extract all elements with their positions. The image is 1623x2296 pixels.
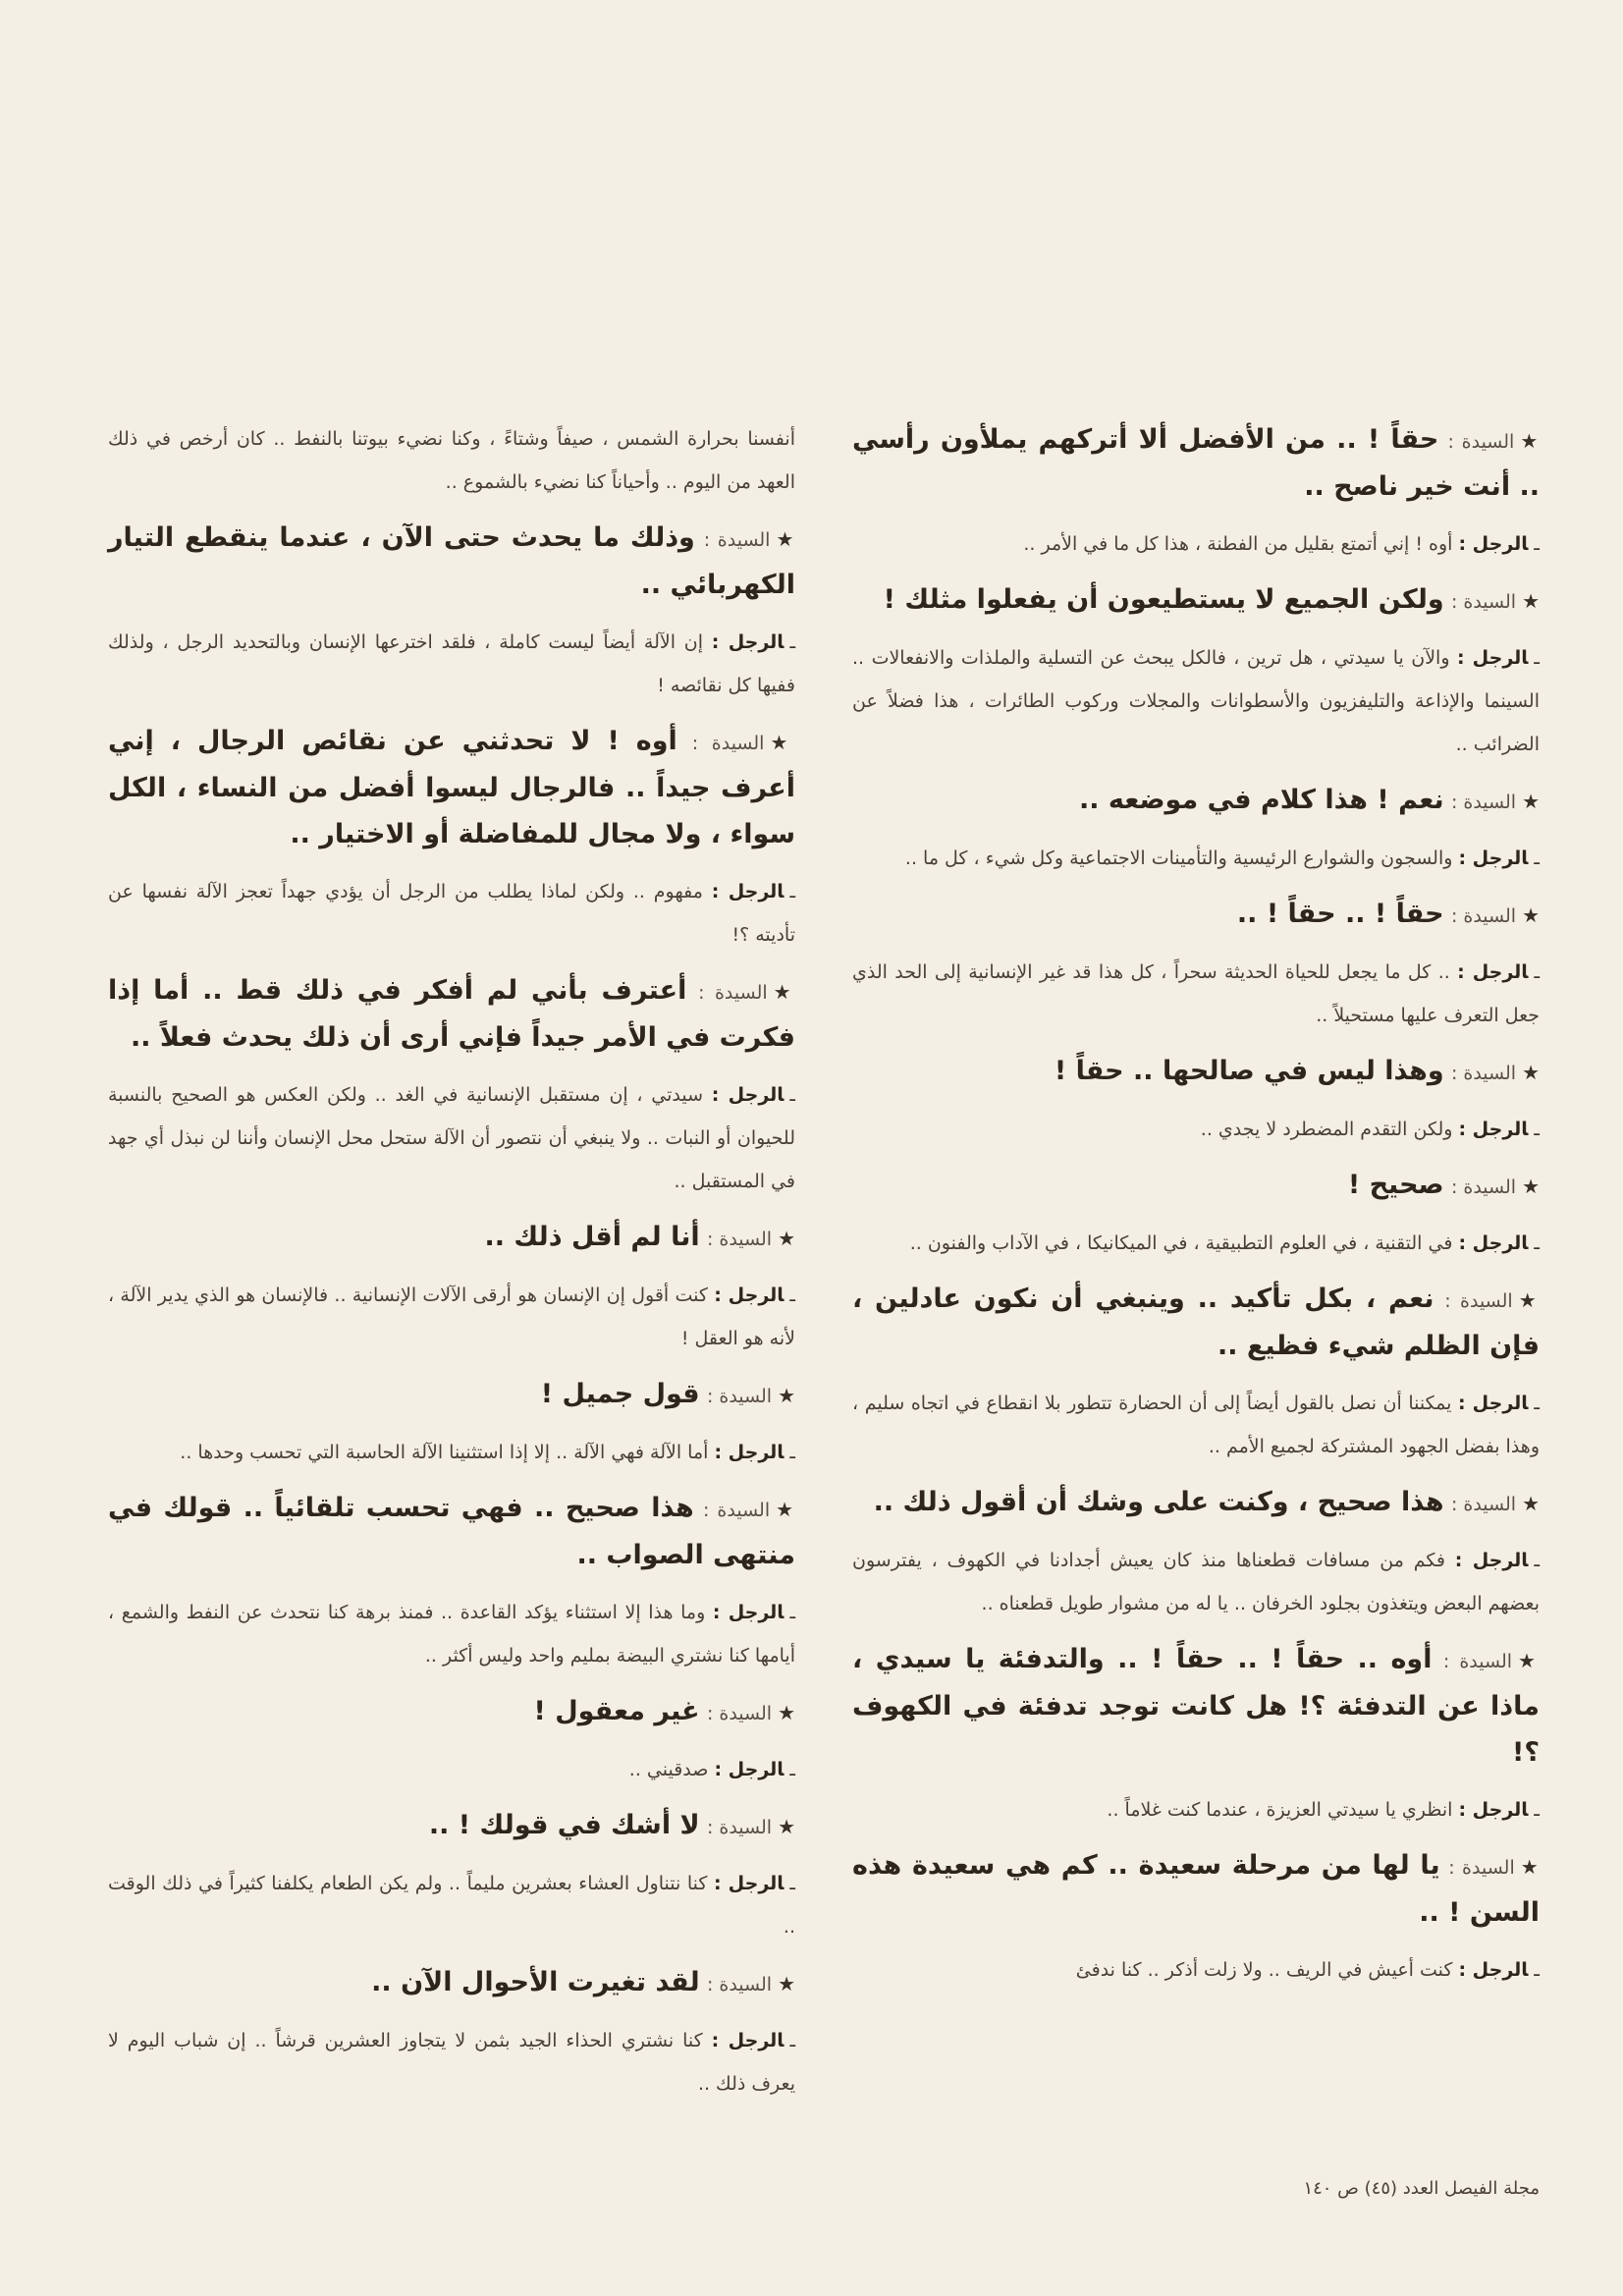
- dialogue-text: حقاً ! .. من الأفضل ألا أتركهم يملأون رأسي .. أنت خير ناصح ..: [852, 424, 1540, 502]
- dialogue-line: [108, 1803, 795, 1850]
- speaker-sayyida: السيدة :: [706, 1229, 773, 1250]
- dash-mark: ـ: [789, 1602, 796, 1623]
- dash-mark: ـ: [789, 881, 796, 902]
- dialogue-text: أنا لم أقل ذلك ..: [484, 1222, 700, 1252]
- speaker-rajul: الرجل :: [1458, 1119, 1529, 1140]
- speaker-sayyida: السيدة :: [1442, 1651, 1513, 1672]
- left-column: [108, 417, 795, 2117]
- dialogue-text: إن الآلة أيضاً ليست كاملة ، فلقد اخترعها الإنسان وبالتحديد الرجل ، ولذلك ففيها كل نقائصه !: [108, 631, 795, 696]
- dash-mark: ـ: [1534, 1232, 1540, 1254]
- dash-mark: ـ: [789, 1285, 795, 1306]
- dash-mark: ـ: [789, 2030, 796, 2051]
- star-icon: ★: [778, 1384, 795, 1407]
- dialogue-line: [852, 1843, 1540, 1937]
- dash-mark: ـ: [1534, 1550, 1541, 1571]
- speaker-rajul: الرجل :: [1458, 847, 1529, 869]
- dash-mark: ـ: [789, 1873, 795, 1894]
- dialogue-line: [852, 1637, 1540, 1777]
- dialogue-line: [108, 1862, 795, 1948]
- dialogue-text: انظري يا سيدتي العزيزة ، عندما كنت غلاماً ..: [1107, 1799, 1453, 1821]
- dialogue-text: حقاً ! .. حقاً ! ..: [1236, 899, 1444, 929]
- dialogue-text: أنفسنا بحرارة الشمس ، صيفاً وشتاءً ، وكنا نضيء بيوتنا بالنفط .. كان أرخص في ذلك العهد من اليوم .. وأحياناً كنا نضيء بالشموع ..: [108, 428, 795, 493]
- dialogue-text: والآن يا سيدتي ، هل ترين ، فالكل يبحث عن التسلية والملذات والانفعالات .. السينما والإذاعة والتليفزيون والأسطوانات والمجلات وركوب الطائرات ، هذا فضلاً عن الضرائب ..: [852, 647, 1540, 755]
- dash-mark: ـ: [1534, 647, 1540, 669]
- star-icon: ★: [1522, 1175, 1540, 1198]
- dialogue-line: [108, 1486, 795, 1579]
- dialogue-line: [852, 1788, 1540, 1831]
- star-icon: ★: [778, 1972, 795, 1995]
- dialogue-text: صدقيني ..: [628, 1759, 709, 1780]
- dash-mark: ـ: [1534, 847, 1540, 869]
- speaker-rajul: الرجل :: [1457, 961, 1529, 983]
- dialogue-text: كنا نشتري الحذاء الجيد بثمن لا يتجاوز العشرين قرشاً .. إن شباب اليوم لا يعرف ذلك ..: [108, 2030, 795, 2095]
- dialogue-line: [852, 1277, 1540, 1370]
- dialogue-line: [852, 1049, 1540, 1096]
- dialogue-line: [108, 1274, 795, 1360]
- dialogue-text: نعم ، بكل تأكيد .. وينبغي أن نكون عادلين ، فإن الظلم شيء فظيع ..: [852, 1284, 1540, 1361]
- dialogue-text: أوه ! إني أتمتع بقليل من الفطنة ، هذا كل ما في الأمر ..: [1023, 533, 1453, 555]
- speaker-rajul: الرجل :: [712, 1602, 784, 1623]
- speaker-rajul: الرجل :: [714, 1442, 784, 1463]
- dialogue-line: [108, 1431, 795, 1474]
- speaker-sayyida: السيدة :: [706, 1386, 773, 1407]
- dialogue-text: في التقنية ، في العلوم التطبيقية ، في الميكانيكا ، في الآداب والفنون ..: [909, 1232, 1453, 1254]
- dash-mark: ـ: [789, 1759, 795, 1780]
- star-icon: ★: [770, 731, 795, 754]
- dialogue-line: [108, 1073, 795, 1203]
- dialogue-line: [108, 621, 795, 707]
- dialogue-text: هذا صحيح ، وكنت على وشك أن أقول ذلك ..: [873, 1487, 1444, 1517]
- dialogue-text: كنت أعيش في الريف .. ولا زلت أذكر .. كنا ندفئ: [1075, 1959, 1453, 1981]
- dash-mark: ـ: [1534, 1393, 1540, 1414]
- speaker-sayyida: السيدة :: [703, 1500, 771, 1521]
- speaker-rajul: الرجل :: [713, 1873, 784, 1894]
- dialogue-text: .. كل ما يجعل للحياة الحديثة سحراً ، كل هذا قد غير الإنسانية إلى الحد الذي جعل التعرف عليها مستحيلاً ..: [852, 961, 1540, 1026]
- dialogue-text: كنت أقول إن الإنسان هو أرقى الآلات الإنسانية .. فالإنسان هو الذي يدير الآلة ، لأنه هو العقل !: [108, 1285, 795, 1349]
- dialogue-line: [108, 417, 795, 504]
- star-icon: ★: [1518, 1649, 1541, 1672]
- dialogue-text: أوه ! لا تحدثني عن نقائص الرجال ، إني أعرف جيداً .. فالرجال ليسوا أفضل من النساء ، الكل سواء ، ولا مجال للمفاضلة أو الاختيار ..: [108, 726, 795, 849]
- speaker-sayyida: السيدة :: [1450, 792, 1517, 813]
- dialogue-text: أعترف بأني لم أفكر في ذلك قط .. أما إذا فكرت في الأمر جيداً فإني أرى أن ذلك يحدث فعلاً ..: [108, 975, 795, 1053]
- dialogue-text: أما الآلة فهي الآلة .. إلا إذا استثنينا الآلة الحاسبة التي تحسب وحدها ..: [180, 1442, 709, 1463]
- dialogue-text: مفهوم .. ولكن لماذا يطلب من الرجل أن يؤدي جهداً تعجز الآلة نفسها عن تأديته ؟!: [108, 881, 795, 946]
- star-icon: ★: [1522, 790, 1540, 813]
- speaker-sayyida: السيدة :: [1450, 1494, 1517, 1515]
- star-icon: ★: [778, 1227, 795, 1250]
- dash-mark: ـ: [1534, 1799, 1540, 1821]
- dialogue-text: فكم من مسافات قطعناها منذ كان يعيش أجدادنا في الكهوف ، يفترسون بعضهم البعض ويتغذون بجلود الخرفان .. يا له من مشوار طويل قطعناه ..: [852, 1550, 1540, 1614]
- speaker-sayyida: السيدة :: [698, 982, 768, 1004]
- dash-mark: ـ: [1534, 1119, 1540, 1140]
- star-icon: ★: [776, 1498, 796, 1521]
- speaker-rajul: الرجل :: [1458, 1799, 1529, 1821]
- dialogue-line: [852, 837, 1540, 880]
- dialogue-text: صحيح !: [1347, 1170, 1444, 1200]
- speaker-sayyida: السيدة :: [706, 1974, 773, 1995]
- dialogue-line: [852, 1382, 1540, 1468]
- dialogue-line: [108, 1591, 795, 1677]
- dialogue-line: [108, 1960, 795, 2007]
- dialogue-text: وذلك ما يحدث حتى الآن ، عندما ينقطع التيار الكهربائي ..: [108, 522, 795, 600]
- dialogue-text: والسجون والشوارع الرئيسية والتأمينات الاجتماعية وكل شيء ، كل ما ..: [904, 847, 1453, 869]
- dialogue-line: [108, 1748, 795, 1791]
- speaker-rajul: الرجل :: [711, 631, 784, 653]
- dialogue-text: وما هذا إلا استثناء يؤكد القاعدة .. فمنذ برهة كنا نتحدث عن النفط والشمع ، أيامها كنا نشتري البيضة بمليم واحد وليس أكثر ..: [108, 1602, 795, 1667]
- speaker-sayyida: السيدة :: [1450, 905, 1517, 927]
- speaker-rajul: الرجل :: [1457, 647, 1529, 669]
- dialogue-text: لا أشك في قولك ! ..: [428, 1810, 700, 1840]
- dialogue-text: لقد تغيرت الأحوال الآن ..: [371, 1967, 700, 1997]
- dash-mark: ـ: [1534, 1959, 1540, 1981]
- speaker-rajul: الرجل :: [714, 1285, 784, 1306]
- speaker-sayyida: السيدة :: [706, 1817, 773, 1838]
- dialogue-line: [852, 1539, 1540, 1625]
- dialogue-line: [108, 870, 795, 957]
- star-icon: ★: [773, 980, 796, 1004]
- star-icon: ★: [1518, 1288, 1540, 1312]
- star-icon: ★: [1522, 1061, 1540, 1084]
- dialogue-line: [852, 577, 1540, 625]
- star-icon: ★: [1522, 589, 1540, 613]
- page-footer: مجلة الفيصل العدد (٤٥) ص ١٤٠: [1303, 2178, 1540, 2199]
- dialogue-text: يا لها من مرحلة سعيدة .. كم هي سعيدة هذه السن ! ..: [852, 1850, 1540, 1928]
- dash-mark: ـ: [1534, 533, 1540, 555]
- speaker-sayyida: السيدة :: [691, 733, 765, 754]
- dialogue-text: ولكن التقدم المضطرد لا يجدي ..: [1200, 1119, 1453, 1140]
- star-icon: ★: [1520, 1855, 1541, 1879]
- star-icon: ★: [778, 1701, 795, 1724]
- speaker-rajul: الرجل :: [711, 1084, 784, 1106]
- dialogue-line: [852, 417, 1540, 511]
- star-icon: ★: [778, 1815, 795, 1838]
- dialogue-text: نعم ! هذا كلام في موضعه ..: [1078, 785, 1444, 815]
- dialogue-text: سيدتي ، إن مستقبل الإنسانية في الغد .. ولكن العكس هو الصحيح بالنسبة للحيوان أو النبات .. ولا ينبغي أن نتصور أن الآلة ستحل محل الإنسان وأننا لن نبذل أي جهد في المستقبل ..: [108, 1084, 795, 1192]
- right-column: [852, 417, 1540, 2003]
- dialogue-line: [852, 522, 1540, 566]
- dialogue-text: قول جميل !: [540, 1379, 700, 1409]
- dialogue-line: [108, 2019, 795, 2105]
- speaker-rajul: الرجل :: [1458, 533, 1529, 555]
- speaker-rajul: الرجل :: [1457, 1393, 1529, 1414]
- dialogue-line: [852, 1108, 1540, 1151]
- speaker-rajul: الرجل :: [711, 881, 784, 902]
- dialogue-line: [108, 719, 795, 858]
- speaker-rajul: الرجل :: [711, 2030, 784, 2051]
- star-icon: ★: [1522, 903, 1540, 927]
- dialogue-line: [852, 1948, 1540, 1992]
- dialogue-line: [108, 1689, 795, 1736]
- speaker-rajul: الرجل :: [714, 1759, 784, 1780]
- dialogue-line: [852, 1480, 1540, 1527]
- dash-mark: ـ: [1534, 961, 1541, 983]
- speaker-sayyida: السيدة :: [1450, 591, 1517, 613]
- speaker-rajul: الرجل :: [1458, 1959, 1529, 1981]
- speaker-sayyida: السيدة :: [1447, 431, 1515, 453]
- dialogue-text: ولكن الجميع لا يستطيعون أن يفعلوا مثلك !: [883, 584, 1444, 615]
- dialogue-text: كنا نتناول العشاء بعشرين مليماً .. ولم يكن الطعام يكلفنا كثيراً في ذلك الوقت ..: [108, 1873, 795, 1938]
- dialogue-line: [852, 1222, 1540, 1265]
- dash-mark: ـ: [789, 1442, 795, 1463]
- star-icon: ★: [1520, 429, 1541, 453]
- star-icon: ★: [776, 527, 795, 551]
- speaker-sayyida: السيدة :: [1450, 1176, 1517, 1198]
- dialogue-line: [108, 1372, 795, 1419]
- dialogue-line: [108, 1215, 795, 1262]
- dialogue-text: غير معقول !: [533, 1696, 700, 1726]
- dialogue-text: أوه .. حقاً ! .. حقاً ! .. والتدفئة يا سيدي ، ماذا عن التدفئة ؟! هل كانت توجد تدفئة في الكهوف ؟!: [852, 1644, 1540, 1768]
- dialogue-line: [852, 636, 1540, 766]
- dialogue-text: هذا صحيح .. فهي تحسب تلقائياً .. قولك في منتهى الصواب ..: [108, 1493, 795, 1570]
- star-icon: ★: [1522, 1492, 1540, 1515]
- dialogue-line: [108, 516, 795, 609]
- dash-mark: ـ: [789, 1084, 795, 1106]
- dialogue-text: يمكننا أن نصل بالقول أيضاً إلى أن الحضارة تتطور بلا انقطاع في اتجاه سليم ، وهذا بفضل الجهود المشتركة لجميع الأمم ..: [852, 1393, 1540, 1457]
- speaker-sayyida: السيدة :: [706, 1703, 773, 1724]
- speaker-rajul: الرجل :: [1454, 1550, 1529, 1571]
- dialogue-line: [852, 892, 1540, 939]
- speaker-sayyida: السيدة :: [703, 529, 771, 551]
- speaker-sayyida: السيدة :: [1450, 1063, 1517, 1084]
- dialogue-line: [852, 951, 1540, 1037]
- dialogue-line: [852, 778, 1540, 825]
- speaker-sayyida: السيدة :: [1444, 1290, 1513, 1312]
- speaker-sayyida: السيدة :: [1448, 1857, 1515, 1879]
- speaker-rajul: الرجل :: [1458, 1232, 1529, 1254]
- dialogue-text: وهذا ليس في صالحها .. حقاً !: [1054, 1056, 1444, 1086]
- dash-mark: ـ: [789, 631, 796, 653]
- dialogue-line: [108, 968, 795, 1062]
- dialogue-line: [852, 1163, 1540, 1210]
